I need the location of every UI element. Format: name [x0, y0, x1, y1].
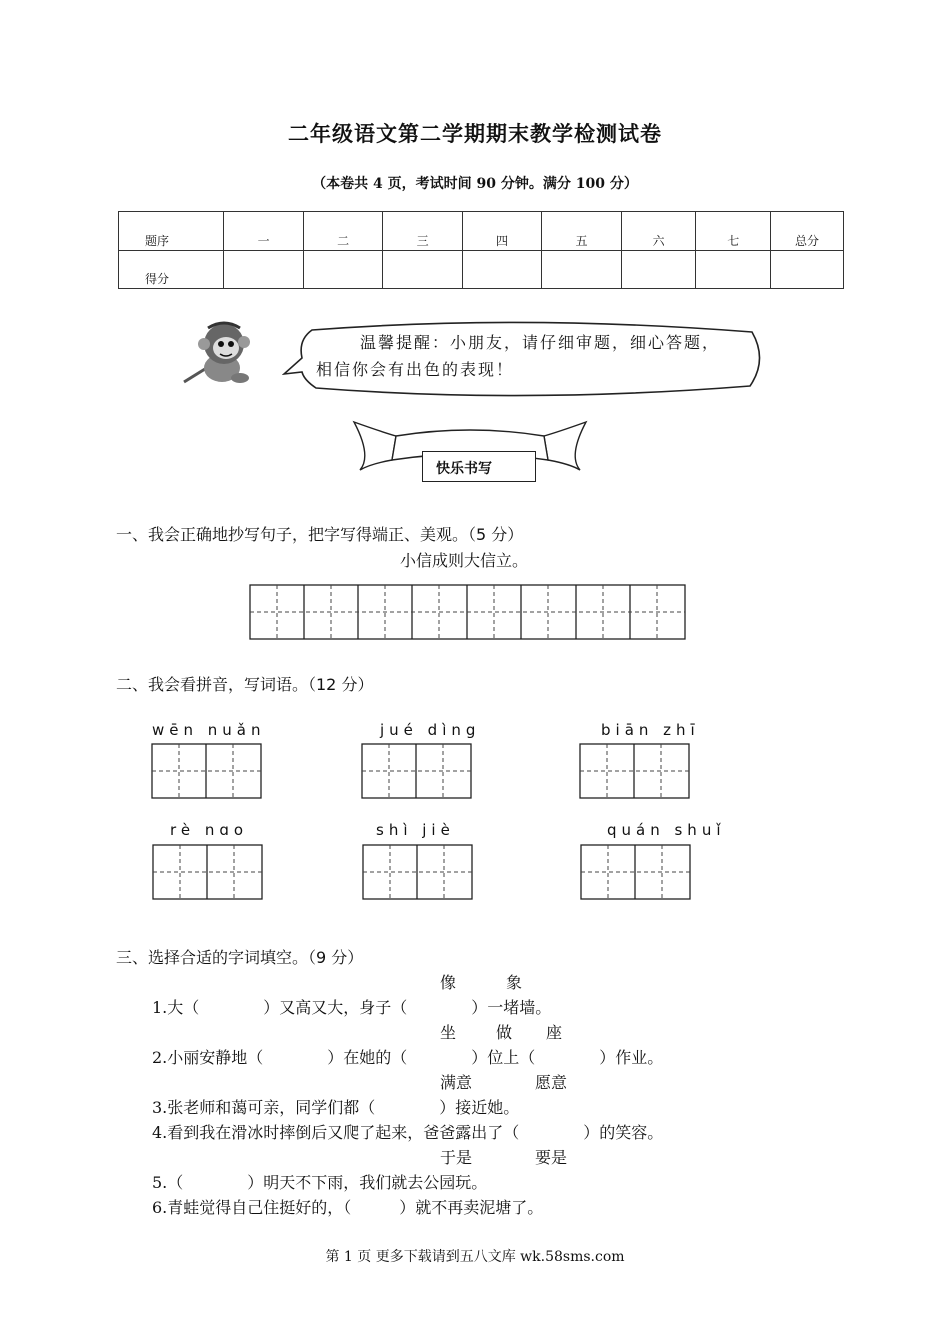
choice-word: 做 — [496, 1023, 513, 1042]
question-5: 5.（ ）明天不下雨，我们就去公园玩。 — [152, 1173, 488, 1192]
exam-title: 二年级语文第二学期期末教学检测试卷 — [288, 122, 662, 146]
pinyin-label: shì jiè — [376, 821, 455, 839]
question-3: 3.张老师和蔼可亲，同学们都（ ）接近她。 — [152, 1098, 520, 1117]
section-1-heading: 一、我会正确地抄写句子，把字写得端正、美观。（5 分） — [116, 525, 524, 544]
score-table — [118, 211, 844, 289]
score-col-2: 二 — [303, 212, 382, 251]
banner-label: 快乐书写 — [436, 461, 492, 477]
score-cell[interactable] — [621, 250, 696, 289]
word-grid[interactable] — [362, 844, 474, 901]
pinyin-label: rè nɑo — [170, 821, 249, 839]
score-col-total: 总分 — [771, 212, 844, 251]
score-cell[interactable] — [696, 250, 771, 289]
choice-word: 满意 — [440, 1073, 473, 1092]
score-col-7: 七 — [696, 212, 771, 251]
banner-box — [422, 451, 536, 482]
word-grid[interactable] — [580, 844, 692, 901]
pinyin-label: quán shuǐ — [607, 821, 726, 839]
monkey-mascot-icon — [180, 316, 280, 390]
score-col-1: 一 — [224, 212, 303, 251]
score-table-row-label: 题序 — [119, 212, 224, 251]
word-grid[interactable] — [151, 743, 263, 800]
word-grid[interactable] — [361, 743, 473, 800]
pinyin-label: wēn nuǎn — [152, 721, 266, 739]
score-cell[interactable] — [303, 250, 382, 289]
score-col-5: 五 — [542, 212, 621, 251]
reminder-line-1: 温馨提醒：小朋友，请仔细审题，细心答题， — [360, 333, 721, 352]
word-grid[interactable] — [579, 743, 691, 800]
score-cell[interactable] — [771, 250, 844, 289]
score-cell[interactable] — [383, 250, 462, 289]
choice-word: 要是 — [535, 1148, 568, 1167]
choice-word: 座 — [546, 1023, 563, 1042]
question-1: 1.大（ ）又高又大，身子（ ）一堵墙。 — [152, 998, 552, 1017]
score-col-6: 六 — [621, 212, 696, 251]
pinyin-label: jué dìng — [380, 721, 481, 739]
score-cell[interactable] — [542, 250, 621, 289]
word-grid[interactable] — [152, 844, 264, 901]
pinyin-label: biān zhī — [601, 721, 700, 739]
writing-grid-row[interactable] — [249, 584, 687, 640]
page-footer: 第 1 页 更多下载请到五八文库 wk.58sms.com — [325, 1249, 625, 1265]
score-table-header-row — [119, 212, 844, 251]
choice-word: 于是 — [440, 1148, 473, 1167]
section-2-heading: 二、我会看拼音，写词语。（12 分） — [116, 675, 374, 694]
question-2: 2.小丽安静地（ ）在她的（ ）位上（ ）作业。 — [152, 1048, 664, 1067]
choice-word: 象 — [506, 973, 523, 992]
section-1-sentence: 小信成则大信立。 — [400, 551, 529, 570]
score-table-score-row — [119, 250, 844, 289]
reminder-line-2: 相信你会有出色的表现！ — [316, 360, 515, 379]
score-table-row-label: 得分 — [119, 250, 224, 289]
choice-word: 坐 — [440, 1023, 457, 1042]
question-6: 6.青蛙觉得自己住挺好的，（ ）就不再卖泥塘了。 — [152, 1198, 544, 1217]
score-cell[interactable] — [224, 250, 303, 289]
section-3-heading: 三、选择合适的字词填空。（9 分） — [116, 948, 364, 967]
score-cell[interactable] — [462, 250, 541, 289]
score-col-3: 三 — [383, 212, 462, 251]
question-4: 4.看到我在滑冰时摔倒后又爬了起来，爸爸露出了（ ）的笑容。 — [152, 1123, 664, 1142]
exam-subtitle: （本卷共 4 页，考试时间 90 分钟。满分 100 分） — [312, 176, 638, 192]
score-col-4: 四 — [462, 212, 541, 251]
choice-word: 愿意 — [535, 1073, 568, 1092]
choice-word: 像 — [440, 973, 457, 992]
